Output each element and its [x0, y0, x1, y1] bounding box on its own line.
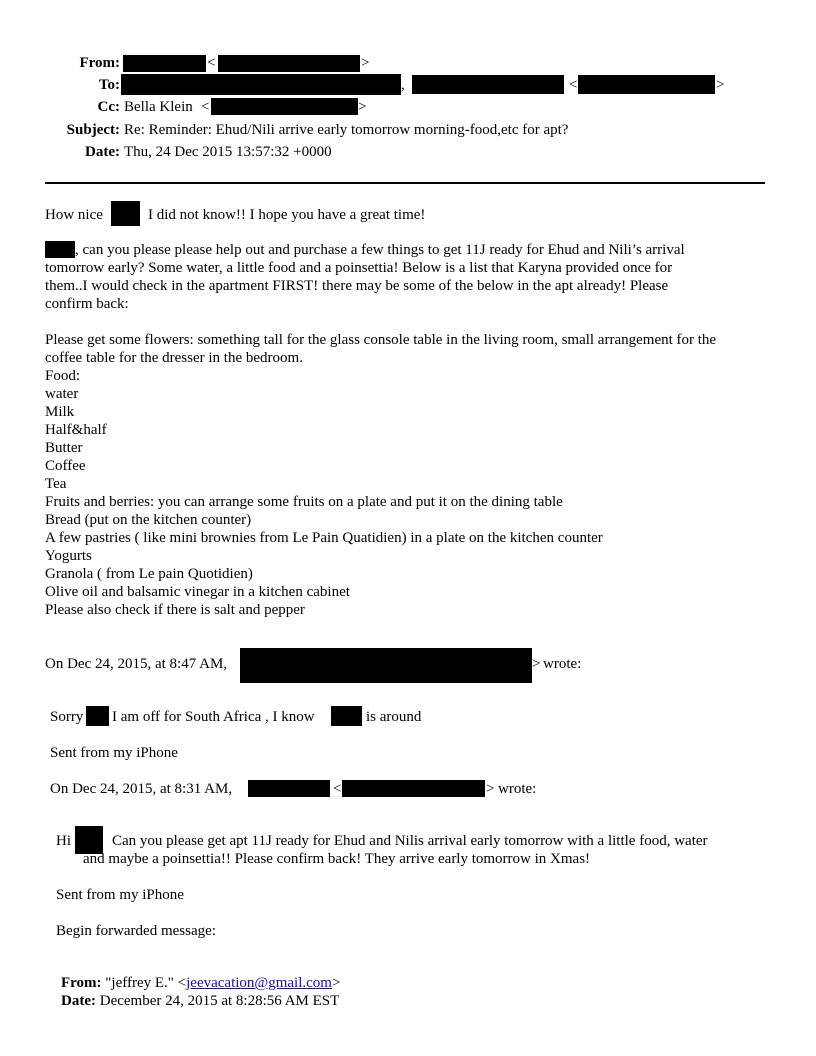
forwarded-date-row [61, 992, 339, 1010]
quote-text: Sent from my iPhone [50, 745, 178, 761]
forwarded-from-row [61, 974, 340, 992]
list-item: Yogurts [45, 548, 92, 564]
quote-text: Hi [56, 833, 71, 849]
quote-text: Begin forwarded message: [56, 923, 216, 939]
list-item: Milk [45, 404, 75, 420]
angle-close: > [532, 656, 541, 672]
from-label: From: [79, 55, 120, 71]
angle-close: > [358, 99, 367, 115]
angle-open: < [201, 99, 210, 115]
body-text: coffee table for the dresser in the bedroom. [45, 350, 303, 366]
list-item: Coffee [45, 458, 86, 474]
comma: , [401, 77, 405, 93]
body-text: tomorrow early? Some water, a little food and a poinsettia! Below is a list that Karyna provided once for [45, 260, 673, 276]
quote-wrote: wrote: [543, 656, 582, 672]
redaction-box [412, 75, 564, 94]
list-item: Tea [45, 476, 67, 492]
quote-wrote: wrote: [498, 781, 537, 797]
redaction-box [121, 74, 401, 95]
redaction-box [218, 55, 360, 72]
list-item: Bread (put on the kitchen counter) [45, 512, 252, 528]
quote-text: Sent from my iPhone [56, 887, 184, 903]
list-item: Food: [45, 368, 81, 384]
date-label: Date: [85, 144, 120, 160]
redaction-box [331, 706, 362, 726]
cc-label: Cc: [97, 99, 120, 115]
angle-open: < [207, 55, 216, 71]
quote-text: I am off for South Africa , I know [112, 709, 315, 725]
redaction-box [342, 780, 485, 797]
redaction-box [578, 75, 715, 94]
redaction-box [111, 201, 140, 226]
redaction-box [211, 98, 358, 115]
body-text: Please get some flowers: something tall for the glass console table in the living room, small arrangement for the [45, 332, 717, 348]
forwarded-from-name: "jeffrey E." [105, 975, 174, 991]
redaction-box [240, 648, 532, 683]
angle-close: > [361, 55, 370, 71]
redaction-box [45, 241, 75, 258]
quote-text: Sorry [50, 709, 84, 725]
angle-open: < [333, 781, 342, 797]
list-item: Granola ( from Le pain Quotidien) [45, 566, 253, 582]
angle-close: > [331, 975, 341, 991]
angle-close: > [716, 77, 725, 93]
forwarded-date-label: Date: [61, 993, 96, 1009]
body-text: confirm back: [45, 296, 129, 312]
subject-label: Subject: [66, 122, 120, 138]
list-item: Please also check if there is salt and pepper [45, 602, 305, 618]
body-text: them..I would check in the apartment FIRST! there may be some of the below in the apt already! Please [45, 278, 669, 294]
redaction-box [248, 780, 330, 797]
cc-name: Bella Klein [124, 99, 193, 115]
list-item: Butter [45, 440, 83, 456]
quote-text: and maybe a poinsettia!! Please confirm back! They arrive early tomorrow in Xmas! [83, 851, 591, 867]
list-item: Fruits and berries: you can arrange some fruits on a plate and put it on the dining table [45, 494, 563, 510]
redaction-box [123, 55, 206, 72]
header-divider [45, 182, 765, 184]
list-item: Olive oil and balsamic vinegar in a kitchen cabinet [45, 584, 350, 600]
quote-text: is around [366, 709, 422, 725]
angle-open: < [569, 77, 578, 93]
to-label: To: [98, 77, 120, 93]
angle-close: > [486, 781, 495, 797]
subject-text: Re: Reminder: Ehud/Nili arrive early tomorrow morning-food,etc for apt? [124, 122, 569, 138]
body-text: How nice [45, 207, 103, 223]
angle-open: < [177, 975, 187, 991]
date-text: Thu, 24 Dec 2015 13:57:32 +0000 [124, 144, 332, 160]
redaction-box [86, 706, 109, 726]
list-item: Half&half [45, 422, 107, 438]
forwarded-from-label: From: [61, 975, 102, 991]
email-link[interactable]: jeevacation@gmail.com [186, 975, 332, 991]
forwarded-date: December 24, 2015 at 8:28:56 AM EST [99, 993, 340, 1009]
list-item: water [45, 386, 79, 402]
list-item: A few pastries ( like mini brownies from Le Pain Quatidien) in a plate on the kitchen counter [45, 530, 603, 546]
body-text: I did not know!! I hope you have a great time! [148, 207, 426, 223]
body-text: , can you please please help out and purchase a few things to get 11J ready for Ehud and Nili’s arrival [75, 242, 685, 258]
quote-header: On Dec 24, 2015, at 8:47 AM, [45, 656, 228, 672]
quote-header: On Dec 24, 2015, at 8:31 AM, [50, 781, 233, 797]
quote-text: Can you please get apt 11J ready for Ehud and Nilis arrival early tomorrow with a little food, water [112, 833, 708, 849]
